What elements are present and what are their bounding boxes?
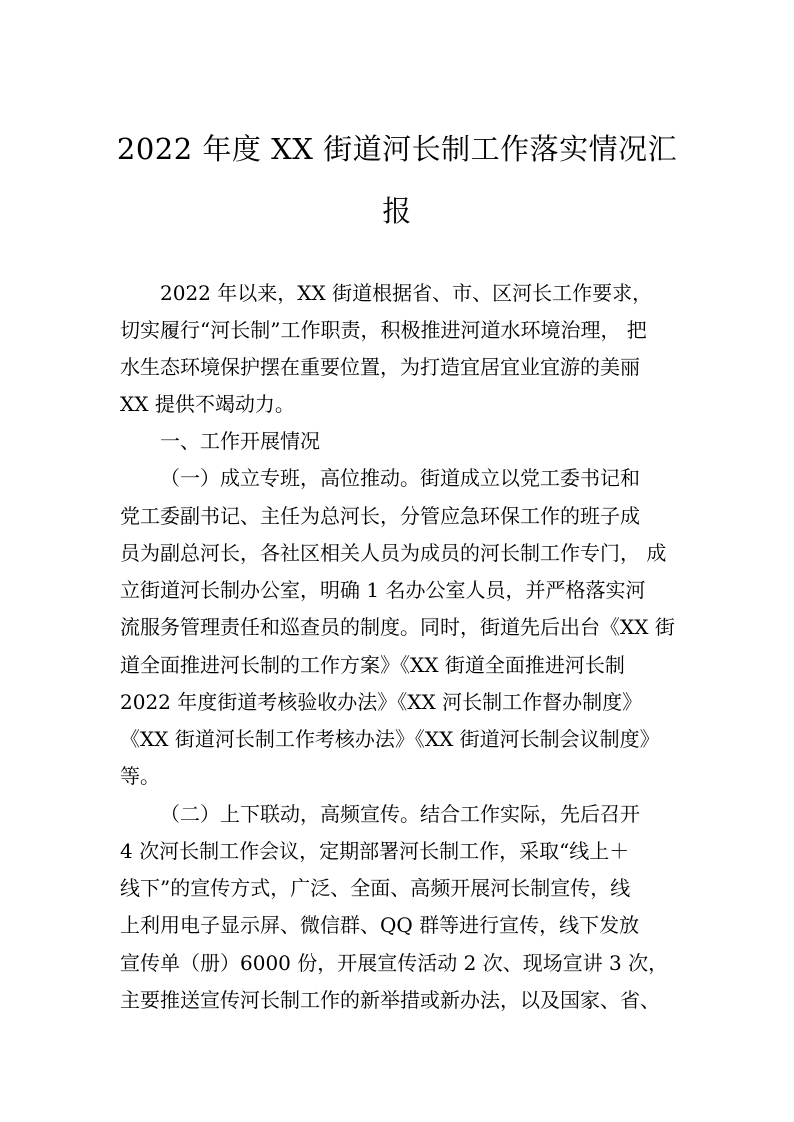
paragraph-line: 流服务管理责任和巡查员的制度。同时，街道先后出台《XX 街 (120, 615, 675, 639)
paragraph-line: 道全面推进河长制的工作方案》《XX 街道全面推进河长制 (120, 653, 625, 677)
paragraph-line: 线下”的宣传方式，广泛、全面、高频开展河长制宣传，线 (120, 876, 631, 900)
document-title-line-1: 2022 年度 XX 街道河长制工作落实情况汇 (116, 132, 678, 166)
paragraph-line: 2022 年以来，XX 街道根据省、市、区河长工作要求， (160, 281, 653, 305)
paragraph-line: 《XX 街道河长制工作考核办法》《XX 街道河长制会议制度》 (120, 727, 660, 751)
paragraph-line: 党工委副书记、主任为总河长，分管应急环保工作的班子成 (120, 504, 640, 528)
paragraph-line: 4 次河长制工作会议，定期部署河长制工作，采取“线上＋ (120, 839, 630, 863)
paragraph-line: 上利用电子显示屏、微信群、QQ 群等进行宣传，线下发放 (120, 913, 640, 937)
paragraph-line: 等。 (120, 764, 160, 788)
paragraph-line: 2022 年度街道考核验收办法》《XX 河长制工作督办制度》 (120, 690, 643, 714)
document-title-line-2: 报 (382, 194, 412, 228)
paragraph-line: （二）上下联动，高频宣传。结合工作实际，先后召开 (160, 802, 640, 826)
paragraph-line: 主要推送宣传河长制工作的新举措或新办法，以及国家、省、 (120, 988, 660, 1012)
paragraph-line: 宣传单（册）6000 份，开展宣传活动 2 次、现场宣讲 3 次， (120, 951, 669, 975)
paragraph-line: （一）成立专班，高位推动。街道成立以党工委书记和 (160, 466, 640, 490)
paragraph-line: 水生态环境保护摆在重要位置，为打造宜居宜业宜游的美丽 (120, 355, 640, 379)
paragraph-line: XX 提供不竭动力。 (120, 392, 295, 416)
paragraph-line: 员为副总河长，各社区相关人员为成员的河长制工作专门， 成 (120, 541, 667, 565)
paragraph-line: 切实履行“河长制”工作职责，积极推进河道水环境治理， 把 (120, 318, 647, 342)
section-heading: 一、工作开展情况 (160, 429, 320, 453)
paragraph-line: 立街道河长制办公室，明确 1 名办公室人员，并严格落实河 (120, 578, 646, 602)
